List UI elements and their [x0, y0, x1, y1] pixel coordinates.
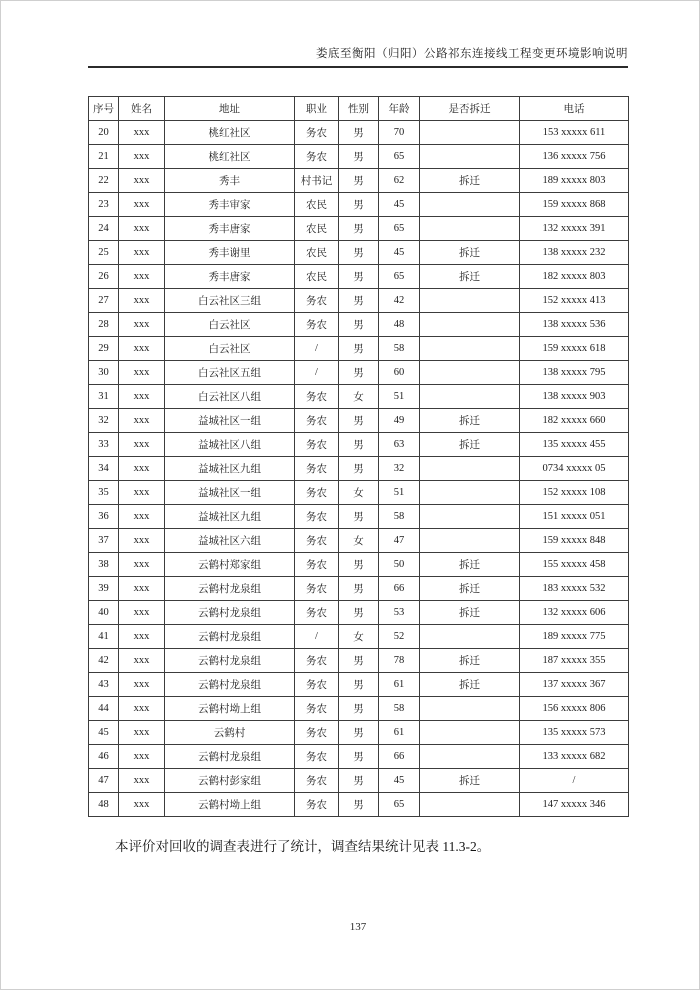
cell-no: 31 [89, 385, 119, 409]
cell-occupation: 务农 [295, 793, 339, 817]
cell-occupation: 务农 [295, 409, 339, 433]
cell-name: xxx [119, 289, 165, 313]
cell-phone: 138 xxxxx 232 [520, 241, 629, 265]
cell-occupation: 务农 [295, 697, 339, 721]
cell-age: 50 [379, 553, 420, 577]
cell-address: 益城社区一组 [165, 481, 295, 505]
cell-relocation [420, 793, 520, 817]
cell-phone: 155 xxxxx 458 [520, 553, 629, 577]
cell-address: 云鹤村龙泉组 [165, 673, 295, 697]
cell-no: 27 [89, 289, 119, 313]
cell-address: 秀丰审家 [165, 193, 295, 217]
table-row [89, 361, 629, 385]
cell-relocation: 拆迁 [420, 433, 520, 457]
cell-relocation [420, 385, 520, 409]
cell-age: 66 [379, 577, 420, 601]
cell-phone: 132 xxxxx 606 [520, 601, 629, 625]
cell-gender: 男 [339, 241, 379, 265]
cell-address: 云鹤村龙泉组 [165, 577, 295, 601]
cell-phone: 187 xxxxx 355 [520, 649, 629, 673]
cell-occupation: 农民 [295, 193, 339, 217]
table-row [89, 433, 629, 457]
cell-occupation: 务农 [295, 577, 339, 601]
cell-address: 秀丰唐家 [165, 217, 295, 241]
cell-phone: 183 xxxxx 532 [520, 577, 629, 601]
cell-phone: 135 xxxxx 455 [520, 433, 629, 457]
cell-phone: 182 xxxxx 803 [520, 265, 629, 289]
table-row [89, 793, 629, 817]
cell-address: 秀丰谢里 [165, 241, 295, 265]
cell-age: 48 [379, 313, 420, 337]
cell-age: 70 [379, 121, 420, 145]
table-row [89, 409, 629, 433]
table-row [89, 145, 629, 169]
cell-age: 65 [379, 793, 420, 817]
cell-relocation [420, 313, 520, 337]
cell-name: xxx [119, 313, 165, 337]
cell-phone: 153 xxxxx 611 [520, 121, 629, 145]
cell-occupation: 务农 [295, 145, 339, 169]
cell-occupation: 务农 [295, 601, 339, 625]
cell-name: xxx [119, 553, 165, 577]
cell-no: 39 [89, 577, 119, 601]
table-row [89, 625, 629, 649]
cell-name: xxx [119, 169, 165, 193]
cell-age: 61 [379, 721, 420, 745]
cell-no: 36 [89, 505, 119, 529]
cell-no: 26 [89, 265, 119, 289]
cell-name: xxx [119, 793, 165, 817]
col-header-phone: 电话 [520, 97, 629, 121]
cell-no: 42 [89, 649, 119, 673]
cell-phone: 156 xxxxx 806 [520, 697, 629, 721]
cell-occupation: 务农 [295, 769, 339, 793]
col-header-name: 姓名 [119, 97, 165, 121]
cell-no: 48 [89, 793, 119, 817]
cell-occupation: 务农 [295, 481, 339, 505]
cell-age: 58 [379, 697, 420, 721]
cell-name: xxx [119, 265, 165, 289]
cell-name: xxx [119, 193, 165, 217]
cell-gender: 男 [339, 337, 379, 361]
cell-phone: 189 xxxxx 803 [520, 169, 629, 193]
col-header-age: 年龄 [379, 97, 420, 121]
cell-name: xxx [119, 145, 165, 169]
table-row [89, 697, 629, 721]
col-header-relocation: 是否拆迁 [420, 97, 520, 121]
cell-address: 白云社区三组 [165, 289, 295, 313]
cell-gender: 男 [339, 145, 379, 169]
cell-gender: 男 [339, 697, 379, 721]
cell-relocation: 拆迁 [420, 241, 520, 265]
cell-age: 32 [379, 457, 420, 481]
cell-occupation: / [295, 337, 339, 361]
cell-occupation: 务农 [295, 649, 339, 673]
table-row [89, 457, 629, 481]
cell-relocation [420, 193, 520, 217]
cell-address: 云鹤村坳上组 [165, 793, 295, 817]
cell-address: 益城社区六组 [165, 529, 295, 553]
cell-age: 60 [379, 361, 420, 385]
cell-gender: 男 [339, 745, 379, 769]
cell-name: xxx [119, 649, 165, 673]
cell-gender: 男 [339, 673, 379, 697]
table-row [89, 289, 629, 313]
cell-address: 白云社区五组 [165, 361, 295, 385]
cell-no: 29 [89, 337, 119, 361]
cell-gender: 男 [339, 169, 379, 193]
table-row [89, 577, 629, 601]
cell-address: 云鹤村龙泉组 [165, 601, 295, 625]
cell-age: 61 [379, 673, 420, 697]
cell-no: 38 [89, 553, 119, 577]
cell-phone: 138 xxxxx 536 [520, 313, 629, 337]
cell-no: 20 [89, 121, 119, 145]
cell-occupation: 务农 [295, 457, 339, 481]
col-header-occupation: 职业 [295, 97, 339, 121]
cell-no: 23 [89, 193, 119, 217]
cell-phone: 159 xxxxx 618 [520, 337, 629, 361]
cell-no: 46 [89, 745, 119, 769]
cell-no: 21 [89, 145, 119, 169]
cell-occupation: 务农 [295, 745, 339, 769]
cell-relocation: 拆迁 [420, 673, 520, 697]
cell-occupation: 务农 [295, 385, 339, 409]
cell-gender: 女 [339, 481, 379, 505]
cell-address: 秀丰 [165, 169, 295, 193]
cell-occupation: 农民 [295, 265, 339, 289]
page-content [88, 1, 628, 858]
cell-no: 41 [89, 625, 119, 649]
cell-address: 白云社区 [165, 313, 295, 337]
cell-age: 51 [379, 385, 420, 409]
cell-phone: 132 xxxxx 391 [520, 217, 629, 241]
cell-phone: 138 xxxxx 795 [520, 361, 629, 385]
cell-name: xxx [119, 409, 165, 433]
table-row [89, 169, 629, 193]
cell-no: 24 [89, 217, 119, 241]
cell-age: 47 [379, 529, 420, 553]
cell-age: 52 [379, 625, 420, 649]
cell-age: 51 [379, 481, 420, 505]
cell-gender: 男 [339, 505, 379, 529]
cell-relocation [420, 505, 520, 529]
table-row [89, 193, 629, 217]
cell-gender: 男 [339, 265, 379, 289]
cell-gender: 男 [339, 193, 379, 217]
cell-address: 云鹤村坳上组 [165, 697, 295, 721]
cell-occupation: 务农 [295, 121, 339, 145]
cell-address: 白云社区 [165, 337, 295, 361]
cell-age: 65 [379, 265, 420, 289]
cell-gender: 男 [339, 553, 379, 577]
table-header-row [89, 97, 629, 121]
table-row [89, 121, 629, 145]
cell-gender: 男 [339, 433, 379, 457]
cell-occupation: / [295, 361, 339, 385]
cell-no: 32 [89, 409, 119, 433]
cell-name: xxx [119, 529, 165, 553]
cell-name: xxx [119, 433, 165, 457]
cell-relocation: 拆迁 [420, 577, 520, 601]
cell-address: 秀丰唐家 [165, 265, 295, 289]
cell-gender: 男 [339, 721, 379, 745]
col-header-gender: 性别 [339, 97, 379, 121]
cell-age: 49 [379, 409, 420, 433]
summary-paragraph: 本评价对回收的调查表进行了统计，调查结果统计见表 11.3-2。 [115, 839, 491, 854]
cell-occupation: 务农 [295, 313, 339, 337]
cell-no: 22 [89, 169, 119, 193]
cell-phone: 151 xxxxx 051 [520, 505, 629, 529]
cell-no: 47 [89, 769, 119, 793]
table-row [89, 217, 629, 241]
cell-relocation [420, 289, 520, 313]
table-row [89, 553, 629, 577]
cell-relocation [420, 337, 520, 361]
cell-age: 63 [379, 433, 420, 457]
cell-address: 桃红社区 [165, 145, 295, 169]
cell-occupation: 务农 [295, 553, 339, 577]
table-row [89, 673, 629, 697]
cell-relocation [420, 145, 520, 169]
table-row [89, 601, 629, 625]
cell-address: 云鹤村 [165, 721, 295, 745]
cell-age: 66 [379, 745, 420, 769]
cell-age: 45 [379, 241, 420, 265]
cell-relocation [420, 217, 520, 241]
cell-name: xxx [119, 361, 165, 385]
cell-relocation [420, 721, 520, 745]
cell-no: 45 [89, 721, 119, 745]
page-number: 137 [349, 921, 367, 933]
table-row [89, 529, 629, 553]
cell-gender: 男 [339, 793, 379, 817]
cell-gender: 男 [339, 577, 379, 601]
table-row [89, 265, 629, 289]
cell-no: 35 [89, 481, 119, 505]
cell-address: 云鹤村龙泉组 [165, 649, 295, 673]
cell-no: 28 [89, 313, 119, 337]
cell-phone: 159 xxxxx 868 [520, 193, 629, 217]
cell-occupation: 务农 [295, 289, 339, 313]
cell-name: xxx [119, 745, 165, 769]
cell-phone: 0734 xxxxx 05 [520, 457, 629, 481]
cell-phone: 133 xxxxx 682 [520, 745, 629, 769]
table-row [89, 385, 629, 409]
cell-no: 40 [89, 601, 119, 625]
cell-relocation [420, 625, 520, 649]
table-row [89, 481, 629, 505]
cell-name: xxx [119, 505, 165, 529]
cell-occupation: / [295, 625, 339, 649]
cell-gender: 女 [339, 385, 379, 409]
cell-relocation [420, 529, 520, 553]
cell-gender: 男 [339, 409, 379, 433]
cell-gender: 女 [339, 529, 379, 553]
cell-name: xxx [119, 673, 165, 697]
cell-occupation: 务农 [295, 529, 339, 553]
cell-phone: / [520, 769, 629, 793]
cell-relocation: 拆迁 [420, 169, 520, 193]
cell-age: 78 [379, 649, 420, 673]
cell-relocation: 拆迁 [420, 553, 520, 577]
cell-no: 43 [89, 673, 119, 697]
cell-gender: 男 [339, 457, 379, 481]
table-row [89, 241, 629, 265]
cell-name: xxx [119, 241, 165, 265]
cell-age: 45 [379, 193, 420, 217]
cell-phone: 182 xxxxx 660 [520, 409, 629, 433]
cell-gender: 男 [339, 649, 379, 673]
cell-gender: 男 [339, 313, 379, 337]
cell-age: 65 [379, 217, 420, 241]
cell-no: 25 [89, 241, 119, 265]
cell-address: 云鹤村龙泉组 [165, 625, 295, 649]
cell-phone: 137 xxxxx 367 [520, 673, 629, 697]
cell-gender: 女 [339, 625, 379, 649]
table-body [89, 121, 629, 817]
cell-phone: 147 xxxxx 346 [520, 793, 629, 817]
cell-name: xxx [119, 121, 165, 145]
cell-gender: 男 [339, 769, 379, 793]
cell-no: 30 [89, 361, 119, 385]
cell-name: xxx [119, 481, 165, 505]
cell-address: 益城社区九组 [165, 457, 295, 481]
cell-no: 44 [89, 697, 119, 721]
cell-age: 45 [379, 769, 420, 793]
cell-phone: 136 xxxxx 756 [520, 145, 629, 169]
running-header: 娄底至衡阳（归阳）公路祁东连接线工程变更环境影响说明 [88, 45, 628, 68]
cell-phone: 159 xxxxx 848 [520, 529, 629, 553]
cell-relocation: 拆迁 [420, 265, 520, 289]
cell-phone: 138 xxxxx 903 [520, 385, 629, 409]
cell-name: xxx [119, 601, 165, 625]
col-header-address: 地址 [165, 97, 295, 121]
cell-address: 白云社区八组 [165, 385, 295, 409]
table-row [89, 745, 629, 769]
cell-occupation: 农民 [295, 217, 339, 241]
table-row [89, 721, 629, 745]
cell-gender: 男 [339, 361, 379, 385]
cell-gender: 男 [339, 289, 379, 313]
cell-relocation: 拆迁 [420, 409, 520, 433]
table-row [89, 649, 629, 673]
cell-age: 58 [379, 337, 420, 361]
cell-age: 65 [379, 145, 420, 169]
cell-relocation [420, 697, 520, 721]
cell-phone: 152 xxxxx 413 [520, 289, 629, 313]
cell-occupation: 务农 [295, 721, 339, 745]
cell-occupation: 村书记 [295, 169, 339, 193]
cell-phone: 135 xxxxx 573 [520, 721, 629, 745]
cell-name: xxx [119, 337, 165, 361]
cell-no: 37 [89, 529, 119, 553]
cell-relocation [420, 481, 520, 505]
cell-address: 益城社区八组 [165, 433, 295, 457]
cell-age: 42 [379, 289, 420, 313]
cell-address: 益城社区一组 [165, 409, 295, 433]
cell-gender: 男 [339, 121, 379, 145]
cell-relocation [420, 745, 520, 769]
table-row [89, 769, 629, 793]
cell-relocation [420, 361, 520, 385]
cell-phone: 189 xxxxx 775 [520, 625, 629, 649]
cell-address: 云鹤村郑家组 [165, 553, 295, 577]
cell-address: 益城社区九组 [165, 505, 295, 529]
survey-respondents-table [88, 96, 629, 817]
cell-no: 33 [89, 433, 119, 457]
cell-relocation: 拆迁 [420, 649, 520, 673]
cell-name: xxx [119, 577, 165, 601]
cell-relocation [420, 121, 520, 145]
cell-relocation: 拆迁 [420, 601, 520, 625]
cell-occupation: 农民 [295, 241, 339, 265]
cell-occupation: 务农 [295, 433, 339, 457]
cell-name: xxx [119, 385, 165, 409]
cell-occupation: 务农 [295, 505, 339, 529]
cell-address: 云鹤村龙泉组 [165, 745, 295, 769]
cell-no: 34 [89, 457, 119, 481]
cell-name: xxx [119, 721, 165, 745]
cell-age: 58 [379, 505, 420, 529]
cell-age: 53 [379, 601, 420, 625]
cell-address: 桃红社区 [165, 121, 295, 145]
cell-phone: 152 xxxxx 108 [520, 481, 629, 505]
cell-name: xxx [119, 697, 165, 721]
cell-name: xxx [119, 457, 165, 481]
cell-name: xxx [119, 625, 165, 649]
cell-occupation: 务农 [295, 673, 339, 697]
col-header-no: 序号 [89, 97, 119, 121]
cell-relocation [420, 457, 520, 481]
cell-gender: 男 [339, 601, 379, 625]
cell-gender: 男 [339, 217, 379, 241]
table-row [89, 505, 629, 529]
cell-address: 云鹤村彭家组 [165, 769, 295, 793]
cell-age: 62 [379, 169, 420, 193]
table-row [89, 313, 629, 337]
cell-relocation: 拆迁 [420, 769, 520, 793]
cell-name: xxx [119, 217, 165, 241]
cell-name: xxx [119, 769, 165, 793]
table-row [89, 337, 629, 361]
